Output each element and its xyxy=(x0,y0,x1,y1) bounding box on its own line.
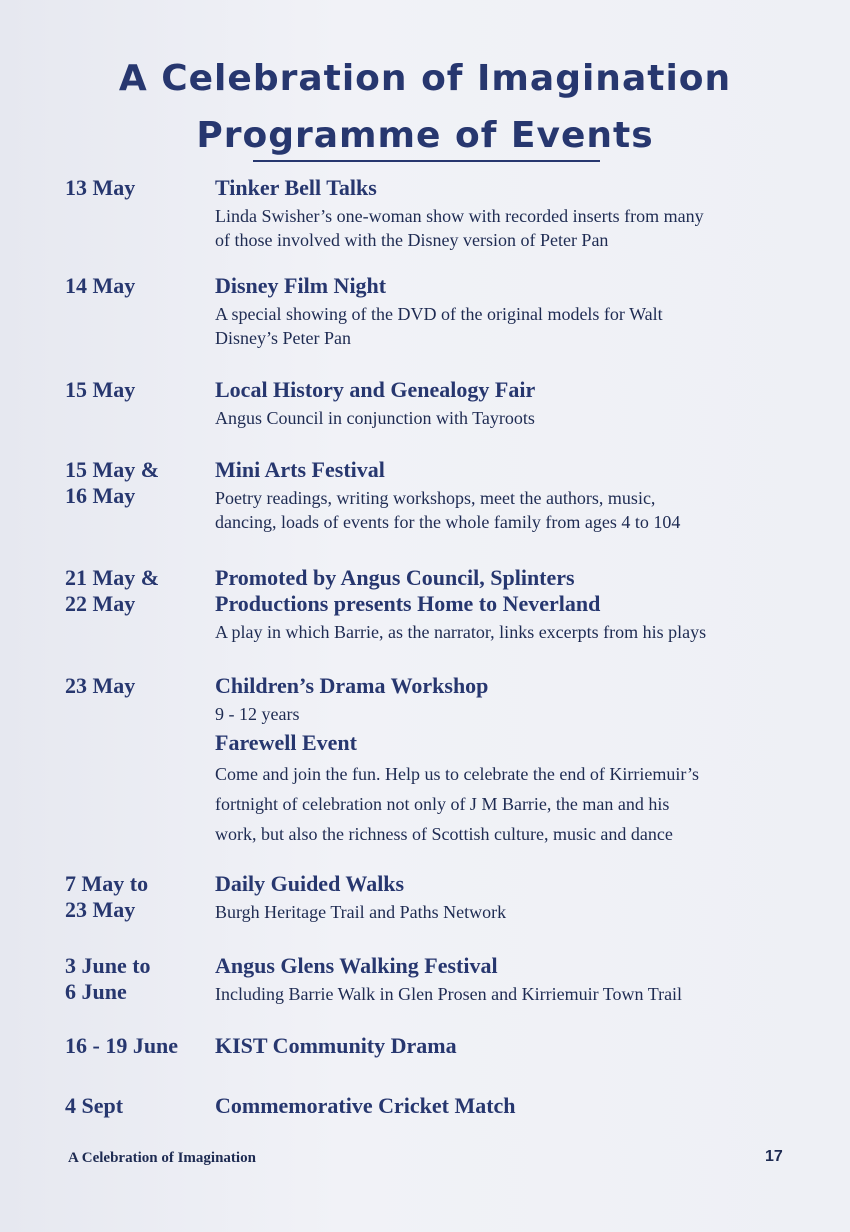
event-date-line: 4 Sept xyxy=(65,1093,124,1118)
event-date xyxy=(65,457,215,509)
event-description xyxy=(215,302,815,350)
event-date xyxy=(65,565,215,617)
event-description xyxy=(215,486,815,534)
event-description xyxy=(215,759,815,849)
event-description-line: of those involved with the Disney version of Peter Pan xyxy=(215,230,609,250)
event-date-line: 23 May xyxy=(65,673,136,698)
event-title: Angus Glens Walking Festival xyxy=(215,953,498,978)
event-description-line: work, but also the richness of Scottish culture, music and dance xyxy=(215,824,673,844)
event-date xyxy=(65,175,215,201)
event-date-line: 7 May to xyxy=(65,871,149,896)
event-description-line: Angus Council in conjunction with Tayroots xyxy=(215,408,535,428)
event-description-line: Including Barrie Walk in Glen Prosen and Kirriemuir Town Trail xyxy=(215,984,683,1004)
event-description-line: 9 - 12 years xyxy=(215,704,300,724)
event-body xyxy=(215,1093,815,1119)
event-description-line: A play in which Barrie, as the narrator, links excerpts from his plays xyxy=(215,622,707,642)
event-title: Mini Arts Festival xyxy=(215,457,385,482)
event-date xyxy=(65,377,215,403)
event-date xyxy=(65,871,215,923)
event-description xyxy=(215,900,815,924)
event-date-line: 6 June xyxy=(65,979,127,1004)
event-date-line: 22 May xyxy=(65,591,136,616)
page-title: A Celebration of Imagination xyxy=(118,58,732,99)
event-date-line: 15 May & xyxy=(65,457,160,482)
event-date xyxy=(65,1093,215,1119)
title-underline xyxy=(253,160,600,162)
event-title: Tinker Bell Talks xyxy=(215,175,377,200)
event-body xyxy=(215,673,815,849)
event-date xyxy=(65,273,215,299)
event-subtitle: Farewell Event xyxy=(215,730,357,755)
event-date xyxy=(65,673,215,699)
event-title: Local History and Genealogy Fair xyxy=(215,377,536,402)
event-date-line: 3 June to xyxy=(65,953,151,978)
event-description-line: fortnight of celebration not only of J M Barrie, the man and his xyxy=(215,794,670,814)
event-date-line: 13 May xyxy=(65,175,136,200)
event-date-line: 16 May xyxy=(65,483,136,508)
event-description xyxy=(215,982,815,1006)
event-description xyxy=(215,204,815,252)
event-date-line: 15 May xyxy=(65,377,136,402)
event-description-line: Disney’s Peter Pan xyxy=(215,328,351,348)
event-description xyxy=(215,406,815,430)
event-description-line: A special showing of the DVD of the original models for Walt xyxy=(215,304,663,324)
event-title: Commemorative Cricket Match xyxy=(215,1093,516,1118)
event-description xyxy=(215,702,815,726)
event-body xyxy=(215,565,815,644)
event-body xyxy=(215,175,815,252)
event-date-line: 23 May xyxy=(65,897,136,922)
event-description-line: Burgh Heritage Trail and Paths Network xyxy=(215,902,507,922)
event-date xyxy=(65,953,215,1005)
page-subtitle: Programme of Events xyxy=(196,115,654,156)
event-title: Children’s Drama Workshop xyxy=(215,673,489,698)
event-date-line: 14 May xyxy=(65,273,136,298)
event-title: KIST Community Drama xyxy=(215,1033,457,1058)
event-description xyxy=(215,620,815,644)
event-title-line: Promoted by Angus Council, Splinters xyxy=(215,565,575,590)
event-description-line: Poetry readings, writing workshops, meet the authors, music, xyxy=(215,488,656,508)
event-body xyxy=(215,953,815,1006)
event-title: Disney Film Night xyxy=(215,273,387,298)
event-description-line: Come and join the fun. Help us to celebrate the end of Kirriemuir’s xyxy=(215,764,700,784)
event-title-line: Productions presents Home to Neverland xyxy=(215,591,601,616)
event-title: Daily Guided Walks xyxy=(215,871,405,896)
event-body xyxy=(215,871,815,924)
event-date-line: 21 May & xyxy=(65,565,160,590)
footer-title: A Celebration of Imagination xyxy=(68,1150,256,1166)
event-title xyxy=(215,565,815,617)
event-body xyxy=(215,457,815,534)
event-description-line: dancing, loads of events for the whole family from ages 4 to 104 xyxy=(215,512,681,532)
page-number: 17 xyxy=(765,1148,783,1165)
event-date xyxy=(65,1033,215,1059)
event-body xyxy=(215,377,815,430)
event-date-line: 16 - 19 June xyxy=(65,1033,179,1058)
event-description-line: Linda Swisher’s one-woman show with recorded inserts from many xyxy=(215,206,704,226)
event-body xyxy=(215,273,815,350)
event-body xyxy=(215,1033,815,1059)
